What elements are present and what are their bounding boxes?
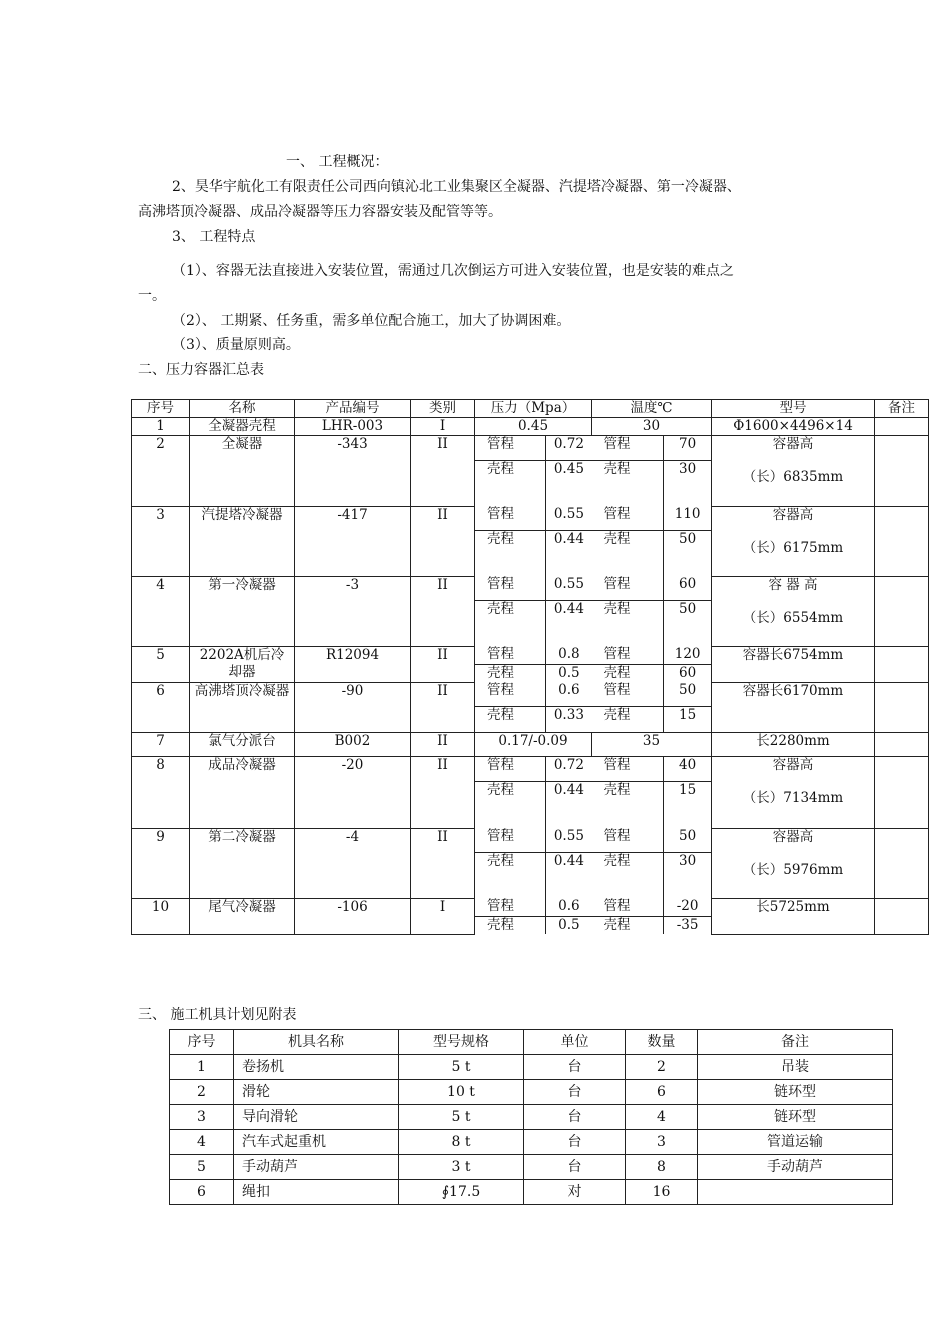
tools-cell-no: 6 xyxy=(170,1180,234,1205)
pressure-value: 0.6 xyxy=(546,682,592,706)
cell-no: 8 xyxy=(132,757,190,829)
cell-model xyxy=(712,733,875,757)
tools-cell-unit: 对 xyxy=(524,1180,626,1205)
temp-split xyxy=(592,757,712,828)
model-line1: 容器高 xyxy=(772,828,814,845)
cell-name: 第二冷凝器 xyxy=(190,828,295,898)
tools-header-row xyxy=(170,1030,893,1055)
cell-model xyxy=(712,436,875,507)
tools-cell-unit: 台 xyxy=(524,1130,626,1155)
cell-temp xyxy=(592,506,712,576)
shell-label: 壳程 xyxy=(475,664,546,682)
tools-col-header: 数量 xyxy=(626,1030,698,1055)
tube-label: 管程 xyxy=(475,576,546,600)
col-header: 产品编号 xyxy=(295,400,411,418)
section1-heading: 一、 工程概况： xyxy=(286,154,389,170)
tube-label: 管程 xyxy=(592,436,664,460)
cell-cat: I xyxy=(411,418,475,436)
tools-cell-spec: 10 t xyxy=(399,1080,524,1105)
cell-code: -4 xyxy=(295,828,411,898)
cell-code: -3 xyxy=(295,576,411,646)
model-line1: 容器长6754mm xyxy=(742,646,844,663)
cell-no: 9 xyxy=(132,828,190,898)
tube-label: 管程 xyxy=(592,646,664,664)
tube-label: 管程 xyxy=(592,506,664,530)
temp-value: 50 xyxy=(664,530,711,576)
cell-pressure: 0.17/-0.09 xyxy=(475,733,592,757)
cell-cat: II xyxy=(411,506,475,576)
tools-cell-note: 管道运输 xyxy=(698,1130,893,1155)
tools-cell-no: 4 xyxy=(170,1130,234,1155)
tube-label: 管程 xyxy=(475,436,546,460)
pressure-split xyxy=(475,682,592,732)
pressure-split xyxy=(475,898,592,934)
table-row xyxy=(132,418,929,436)
cell-pressure xyxy=(475,828,592,898)
temp-value: 30 xyxy=(664,852,711,898)
shell-label: 壳程 xyxy=(475,460,546,506)
cell-temp xyxy=(592,646,712,682)
tube-label: 管程 xyxy=(475,506,546,530)
model-line1: 容器长6170mm xyxy=(742,682,844,699)
temp-split xyxy=(592,576,712,646)
pressure-value: 0.55 xyxy=(546,506,592,530)
cell-name: 尾气冷凝器 xyxy=(190,898,295,934)
cell-no: 4 xyxy=(132,576,190,646)
cell-code: -106 xyxy=(295,898,411,934)
cell-code: R12094 xyxy=(295,646,411,682)
tools-cell-unit: 台 xyxy=(524,1080,626,1105)
cell-pressure xyxy=(475,436,592,507)
temp-split xyxy=(592,506,712,576)
table-row xyxy=(132,898,929,934)
pressure-vessel-table xyxy=(131,399,929,935)
cell-cat: I xyxy=(411,898,475,934)
pressure-value: 0.5 xyxy=(546,664,592,682)
tools-cell-note: 手动葫芦 xyxy=(698,1155,893,1180)
tools-cell-note xyxy=(698,1180,893,1205)
tools-cell-qty: 16 xyxy=(626,1180,698,1205)
tools-cell-qty: 3 xyxy=(626,1130,698,1155)
tube-label: 管程 xyxy=(592,828,664,852)
tube-label: 管程 xyxy=(475,646,546,664)
tools-cell-name: 滑轮 xyxy=(234,1080,399,1105)
shell-label: 壳程 xyxy=(592,916,664,934)
table-row xyxy=(132,828,929,898)
temp-value: 60 xyxy=(664,576,711,600)
cell-name: 全凝器壳程 xyxy=(190,418,295,436)
tools-cell-no: 3 xyxy=(170,1105,234,1130)
tube-label: 管程 xyxy=(592,898,664,916)
tube-label: 管程 xyxy=(592,757,664,781)
cell-pressure xyxy=(475,757,592,829)
tools-cell-spec: 5 t xyxy=(399,1105,524,1130)
cell-model xyxy=(712,506,875,576)
tools-row xyxy=(170,1105,893,1130)
cell-pressure xyxy=(475,646,592,682)
tools-cell-no: 1 xyxy=(170,1055,234,1080)
tools-cell-qty: 2 xyxy=(626,1055,698,1080)
col-header: 备注 xyxy=(875,400,929,418)
tools-cell-no: 5 xyxy=(170,1155,234,1180)
cell-model xyxy=(712,898,875,934)
tools-cell-spec: ∮17.5 xyxy=(399,1180,524,1205)
table-row xyxy=(132,646,929,682)
pressure-split xyxy=(475,646,592,682)
cell-pressure: 0.45 xyxy=(475,418,592,436)
temp-split xyxy=(592,646,712,682)
col-header: 序号 xyxy=(132,400,190,418)
tools-cell-spec: 3 t xyxy=(399,1155,524,1180)
para2-line1: 2、昊华宇航化工有限责任公司西向镇沁北工业集聚区全凝器、汽提塔冷凝器、第一冷凝器、 xyxy=(172,179,741,195)
cell-no: 3 xyxy=(132,506,190,576)
cell-no: 1 xyxy=(132,418,190,436)
tools-cell-spec: 5 t xyxy=(399,1055,524,1080)
pressure-split xyxy=(475,757,592,828)
table-row xyxy=(132,506,929,576)
col-header: 压力（Mpa） xyxy=(475,400,592,418)
pressure-value: 0.44 xyxy=(546,530,592,576)
tube-label: 管程 xyxy=(592,576,664,600)
temp-value: 50 xyxy=(664,682,711,706)
pressure-split xyxy=(475,436,592,506)
temp-split xyxy=(592,898,712,934)
cell-name: 氯气分派台 xyxy=(190,733,295,757)
cell-cat: II xyxy=(411,436,475,507)
model-line2: （长）5976mm xyxy=(742,861,844,878)
cell-temp xyxy=(592,757,712,829)
cell-pressure xyxy=(475,682,592,733)
col-header: 温度℃ xyxy=(592,400,712,418)
cell-name: 成品冷凝器 xyxy=(190,757,295,829)
shell-label: 壳程 xyxy=(592,530,664,576)
shell-label: 壳程 xyxy=(592,706,664,732)
point1-line1: （1）、容器无法直接进入安装位置，需通过几次倒运方可进入安装位置，也是安装的难点之 xyxy=(172,263,734,279)
temp-value: -35 xyxy=(664,916,711,934)
tools-cell-name: 卷扬机 xyxy=(234,1055,399,1080)
col-header: 名称 xyxy=(190,400,295,418)
tube-label: 管程 xyxy=(475,828,546,852)
cell-note xyxy=(875,576,929,646)
tools-col-header: 序号 xyxy=(170,1030,234,1055)
cell-no: 7 xyxy=(132,733,190,757)
cell-temp: 35 xyxy=(592,733,712,757)
model-line2: （长）6835mm xyxy=(742,469,844,485)
tools-cell-qty: 4 xyxy=(626,1105,698,1130)
pressure-split xyxy=(475,506,592,576)
cell-temp xyxy=(592,828,712,898)
cell-cat: II xyxy=(411,757,475,829)
cell-pressure xyxy=(475,506,592,576)
cell-note xyxy=(875,733,929,757)
shell-label: 壳程 xyxy=(475,706,546,732)
point1-line2: 一。 xyxy=(138,288,166,304)
model-line1: 长5725mm xyxy=(756,898,830,915)
cell-model xyxy=(712,828,875,898)
tools-cell-note: 吊装 xyxy=(698,1055,893,1080)
pressure-value: 0.5 xyxy=(546,916,592,934)
cell-cat: II xyxy=(411,828,475,898)
model-line1: 容 器 高 xyxy=(768,576,818,593)
cell-cat: II xyxy=(411,733,475,757)
temp-value: 60 xyxy=(664,664,711,682)
tools-cell-name: 手动葫芦 xyxy=(234,1155,399,1180)
tools-row xyxy=(170,1055,893,1080)
cell-cat: II xyxy=(411,576,475,646)
cell-temp xyxy=(592,898,712,934)
pressure-value: 0.6 xyxy=(546,898,592,916)
cell-model: Φ1600×4496×14 xyxy=(712,418,875,436)
model-line2: （长）6175mm xyxy=(742,539,844,556)
section3-heading: 三、 施工机具计划见附表 xyxy=(138,1007,297,1023)
tube-label: 管程 xyxy=(475,757,546,781)
section2-heading: 二、压力容器汇总表 xyxy=(138,362,264,378)
col-header: 型号 xyxy=(712,400,875,418)
temp-value: 15 xyxy=(664,706,711,732)
tools-cell-unit: 台 xyxy=(524,1105,626,1130)
shell-label: 壳程 xyxy=(592,664,664,682)
cell-name: 第一冷凝器 xyxy=(190,576,295,646)
table-header-row xyxy=(132,400,929,418)
cell-no: 10 xyxy=(132,898,190,934)
pressure-value: 0.44 xyxy=(546,781,592,828)
shell-label: 壳程 xyxy=(475,781,546,828)
cell-no: 2 xyxy=(132,436,190,507)
point3: （3）、质量原则高。 xyxy=(172,337,300,353)
cell-note xyxy=(875,436,929,507)
cell-model xyxy=(712,682,875,733)
temp-value: 30 xyxy=(664,460,711,506)
model-line2: （长）7134mm xyxy=(742,790,844,806)
cell-note xyxy=(875,898,929,934)
col-header: 类别 xyxy=(411,400,475,418)
tools-cell-qty: 8 xyxy=(626,1155,698,1180)
cell-cat: II xyxy=(411,646,475,682)
pressure-value: 0.72 xyxy=(546,757,592,781)
cell-note xyxy=(875,418,929,436)
temp-split xyxy=(592,682,712,732)
temp-value: 110 xyxy=(664,506,711,530)
cell-note xyxy=(875,828,929,898)
pressure-value: 0.44 xyxy=(546,600,592,646)
tools-row xyxy=(170,1155,893,1180)
temp-value: 50 xyxy=(664,828,711,852)
pressure-value: 0.72 xyxy=(546,436,592,460)
table-row xyxy=(132,733,929,757)
model-line1: 长2280mm xyxy=(756,733,830,749)
model-line1: 容器高 xyxy=(772,757,814,773)
pressure-value: 0.8 xyxy=(546,646,592,664)
cell-code: B002 xyxy=(295,733,411,757)
tools-row xyxy=(170,1180,893,1205)
cell-code: -417 xyxy=(295,506,411,576)
shell-label: 壳程 xyxy=(592,460,664,506)
model-line1: 容器高 xyxy=(772,506,814,523)
tools-col-header: 型号规格 xyxy=(399,1030,524,1055)
pressure-value: 0.33 xyxy=(546,706,592,732)
cell-note xyxy=(875,506,929,576)
cell-code: -90 xyxy=(295,682,411,733)
tools-col-header: 机具名称 xyxy=(234,1030,399,1055)
shell-label: 壳程 xyxy=(475,530,546,576)
cell-pressure xyxy=(475,898,592,934)
temp-split xyxy=(592,828,712,898)
model-line2: （长）6554mm xyxy=(742,609,844,626)
cell-temp xyxy=(592,436,712,507)
tube-label: 管程 xyxy=(475,682,546,706)
pressure-value: 0.55 xyxy=(546,576,592,600)
tools-col-header: 单位 xyxy=(524,1030,626,1055)
tools-cell-unit: 台 xyxy=(524,1055,626,1080)
temp-split xyxy=(592,436,712,506)
point2: （2）、 工期紧、任务重，需多单位配合施工，加大了协调困难。 xyxy=(172,313,571,329)
cell-model xyxy=(712,576,875,646)
temp-value: -20 xyxy=(664,898,711,916)
cell-cat: II xyxy=(411,682,475,733)
cell-name: 汽提塔冷凝器 xyxy=(190,506,295,576)
tools-cell-qty: 6 xyxy=(626,1080,698,1105)
pressure-value: 0.44 xyxy=(546,852,592,898)
shell-label: 壳程 xyxy=(592,600,664,646)
temp-value: 15 xyxy=(664,781,711,828)
cell-code: -20 xyxy=(295,757,411,829)
tools-cell-name: 汽车式起重机 xyxy=(234,1130,399,1155)
pressure-value: 0.45 xyxy=(546,460,592,506)
cell-model xyxy=(712,757,875,829)
shell-label: 壳程 xyxy=(475,600,546,646)
tube-label: 管程 xyxy=(592,682,664,706)
cell-temp: 30 xyxy=(592,418,712,436)
table-row xyxy=(132,576,929,646)
pressure-value: 0.55 xyxy=(546,828,592,852)
shell-label: 壳程 xyxy=(475,852,546,898)
cell-note xyxy=(875,646,929,682)
table-row xyxy=(132,757,929,829)
tools-cell-name: 导向滑轮 xyxy=(234,1105,399,1130)
temp-value: 70 xyxy=(664,436,711,460)
tools-row xyxy=(170,1080,893,1105)
cell-model xyxy=(712,646,875,682)
temp-value: 120 xyxy=(664,646,711,664)
tools-row xyxy=(170,1130,893,1155)
pressure-split xyxy=(475,576,592,646)
temp-value: 40 xyxy=(664,757,711,781)
temp-value: 50 xyxy=(664,600,711,646)
tools-cell-note: 链环型 xyxy=(698,1080,893,1105)
cell-name: 高沸塔顶冷凝器 xyxy=(190,682,295,733)
tools-cell-spec: 8 t xyxy=(399,1130,524,1155)
para2-line2: 高沸塔顶冷凝器、成品冷凝器等压力容器安装及配管等等。 xyxy=(138,204,502,220)
cell-temp xyxy=(592,576,712,646)
tools-cell-note: 链环型 xyxy=(698,1105,893,1130)
tools-cell-unit: 台 xyxy=(524,1155,626,1180)
para3-heading: 3、 工程特点 xyxy=(172,229,256,245)
cell-note xyxy=(875,682,929,733)
tools-col-header: 备注 xyxy=(698,1030,893,1055)
cell-name: 2202A机后冷却器 xyxy=(190,646,295,682)
cell-code: LHR-003 xyxy=(295,418,411,436)
cell-code: -343 xyxy=(295,436,411,507)
cell-note xyxy=(875,757,929,829)
table-row xyxy=(132,436,929,507)
model-line1: 容器高 xyxy=(772,436,814,452)
tube-label: 管程 xyxy=(475,898,546,916)
shell-label: 壳程 xyxy=(592,781,664,828)
cell-pressure xyxy=(475,576,592,646)
table-row xyxy=(132,682,929,733)
tools-cell-no: 2 xyxy=(170,1080,234,1105)
cell-temp xyxy=(592,682,712,733)
tools-cell-name: 绳扣 xyxy=(234,1180,399,1205)
cell-no: 5 xyxy=(132,646,190,682)
shell-label: 壳程 xyxy=(592,852,664,898)
tools-table xyxy=(169,1029,893,1205)
cell-no: 6 xyxy=(132,682,190,733)
cell-name: 全凝器 xyxy=(190,436,295,507)
shell-label: 壳程 xyxy=(475,916,546,934)
pressure-split xyxy=(475,828,592,898)
